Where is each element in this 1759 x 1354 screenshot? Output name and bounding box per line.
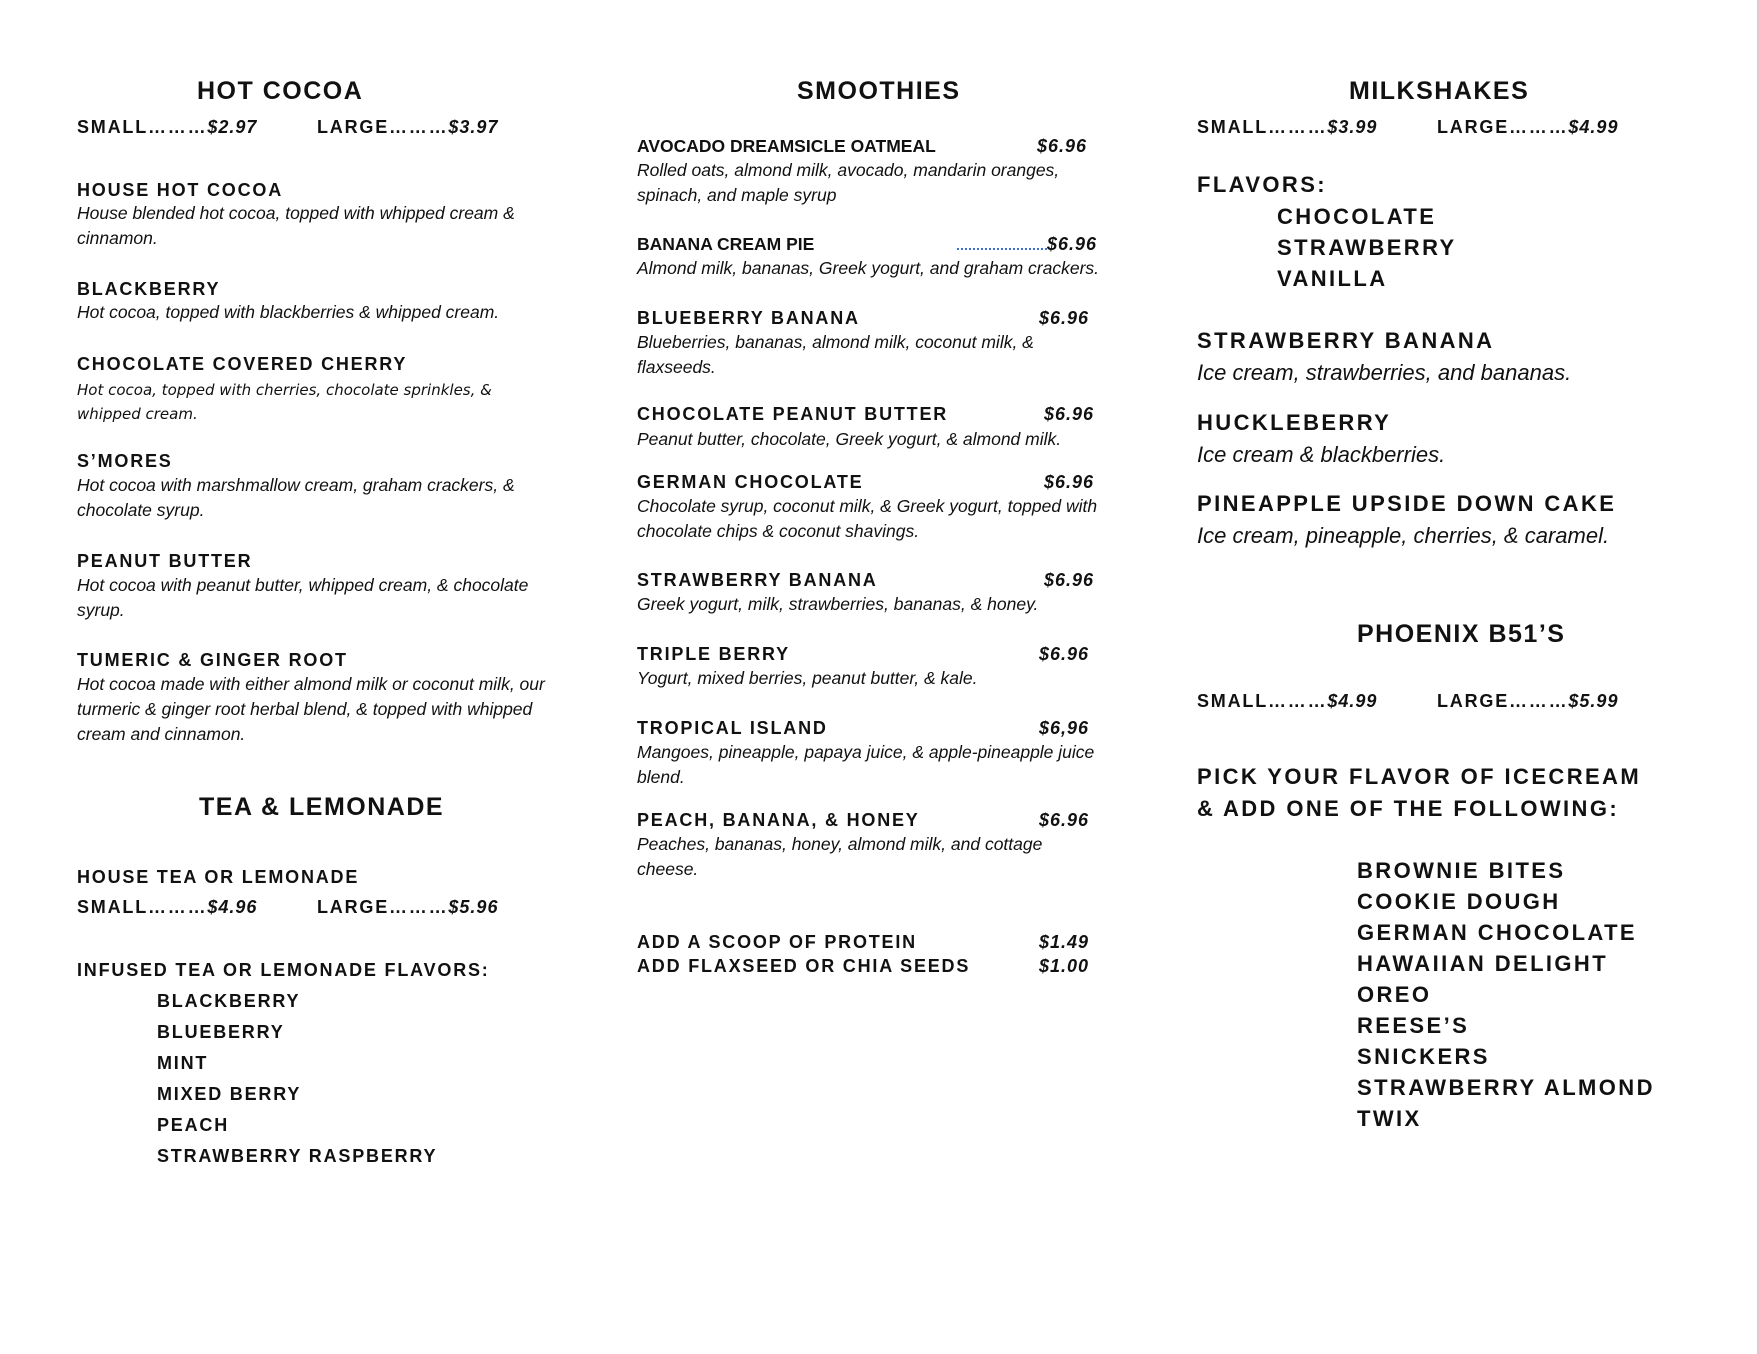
- milkshake-sizes: [1197, 117, 1377, 138]
- flavor-item: MINT: [157, 1053, 209, 1073]
- milkshakes-title: MILKSHAKES: [1349, 77, 1530, 105]
- smoothie-desc: Peanut butter, chocolate, Greek yogurt, & almond milk.: [637, 429, 1062, 449]
- flavor-item: MIXED BERRY: [157, 1084, 302, 1104]
- smoothie-price: $6.96: [1039, 644, 1090, 664]
- small-label: SMALL………: [1197, 691, 1328, 711]
- milkshake-flavors-title: FLAVORS:: [1197, 172, 1328, 197]
- large-label: LARGE………: [317, 117, 449, 137]
- smoothie-price: $6.96: [1044, 404, 1095, 424]
- tea-title: TEA & LEMONADE: [199, 793, 445, 821]
- smoothie-price: $6.96: [1047, 234, 1098, 254]
- smoothie-name: PEACH, BANANA, & HONEY: [637, 810, 920, 830]
- smoothie-price: $6.96: [1037, 136, 1088, 156]
- addin-item: SNICKERS: [1357, 1044, 1490, 1069]
- smoothie-desc: Almond milk, bananas, Greek yogurt, and graham crackers.: [637, 258, 1100, 278]
- large-price: $5.96: [448, 897, 499, 917]
- large-label: LARGE………: [1437, 691, 1569, 711]
- tea-sizes: [77, 897, 257, 918]
- menu-item-name: BLACKBERRY: [77, 279, 221, 299]
- flavor-item: PEACH: [157, 1115, 230, 1135]
- smoothie-price: $6.96: [1044, 472, 1095, 492]
- smoothie-name: BANANA CREAM PIE: [637, 234, 815, 254]
- addin-item: GERMAN CHOCOLATE: [1357, 920, 1637, 945]
- hot-cocoa-sizes: [77, 117, 257, 138]
- large-label: LARGE………: [317, 897, 449, 917]
- addon-name: ADD FLAXSEED OR CHIA SEEDS: [637, 956, 971, 976]
- addin-item: OREO: [1357, 982, 1432, 1007]
- small-label: SMALL………: [1197, 117, 1328, 137]
- menu-item-name: CHOCOLATE COVERED CHERRY: [77, 354, 408, 374]
- large-price: $4.99: [1568, 117, 1619, 137]
- smoothie-name: STRAWBERRY BANANA: [637, 570, 878, 590]
- menu-item-name: S’MORES: [77, 451, 173, 471]
- smoothie-price: $6.96: [1039, 308, 1090, 328]
- smoothie-price: $6.96: [1044, 570, 1095, 590]
- addin-item: REESE’S: [1357, 1013, 1470, 1038]
- milkshake-item-name: STRAWBERRY BANANA: [1197, 328, 1495, 353]
- smoothie-name: TROPICAL ISLAND: [637, 718, 828, 738]
- menu-item-desc: House blended hot cocoa, topped with whipped cream & cinnamon.: [77, 203, 515, 248]
- smoothie-name: BLUEBERRY BANANA: [637, 308, 860, 328]
- smoothie-name: AVOCADO DREAMSICLE OATMEAL: [637, 136, 936, 156]
- menu-item-desc: Hot cocoa made with either almond milk or coconut milk, our turmeric & ginger root herbal blend, & topped with whipped cream and cinnamon.: [77, 674, 545, 744]
- smoothie-price: $6.96: [1039, 810, 1090, 830]
- menu-item-desc: Hot cocoa, topped with cherries, chocolate sprinkles, & whipped cream.: [77, 381, 492, 423]
- flavor-item: BLACKBERRY: [157, 991, 301, 1011]
- menu-item-desc: Hot cocoa with peanut butter, whipped cream, & chocolate syrup.: [77, 575, 529, 620]
- smoothie-desc: Greek yogurt, milk, strawberries, bananas, & honey.: [637, 594, 1039, 614]
- menu-item-name: HOUSE HOT COCOA: [77, 180, 284, 200]
- small-label: SMALL………: [77, 897, 208, 917]
- large-label: LARGE………: [1437, 117, 1569, 137]
- menu-item-name: PEANUT BUTTER: [77, 551, 253, 571]
- large-price: $5.99: [1568, 691, 1619, 711]
- house-tea-label: HOUSE TEA OR LEMONADE: [77, 867, 360, 887]
- small-price: $4.96: [207, 897, 258, 917]
- milkshake-item-name: PINEAPPLE UPSIDE DOWN CAKE: [1197, 491, 1617, 516]
- smoothie-price: $6,96: [1039, 718, 1090, 738]
- addin-item: HAWAIIAN DELIGHT: [1357, 951, 1609, 976]
- milkshake-item-desc: Ice cream & blackberries.: [1197, 442, 1446, 467]
- menu-item-desc: Hot cocoa, topped with blackberries & whipped cream.: [77, 302, 500, 322]
- hot-cocoa-sizes-large: [317, 117, 498, 138]
- smoothie-name: CHOCOLATE PEANUT BUTTER: [637, 404, 949, 424]
- smoothie-desc: Chocolate syrup, coconut milk, & Greek yogurt, topped with chocolate chips & coconut shavings.: [637, 496, 1098, 541]
- smoothie-desc: Rolled oats, almond milk, avocado, mandarin oranges, spinach, and maple syrup: [637, 160, 1060, 205]
- flavor-item: CHOCOLATE: [1277, 204, 1437, 229]
- phoenix-title: PHOENIX B51’S: [1357, 620, 1566, 648]
- flavor-item: STRAWBERRY RASPBERRY: [157, 1146, 438, 1166]
- phoenix-sizes: [1197, 691, 1377, 712]
- small-label: SMALL………: [77, 117, 208, 137]
- small-price: $2.97: [207, 117, 258, 137]
- addin-item: STRAWBERRY ALMOND: [1357, 1075, 1655, 1100]
- smoothie-desc: Yogurt, mixed berries, peanut butter, & kale.: [637, 668, 978, 688]
- addin-item: COOKIE DOUGH: [1357, 889, 1561, 914]
- addon-price: $1.00: [1039, 956, 1090, 976]
- milkshake-item-desc: Ice cream, strawberries, and bananas.: [1197, 360, 1572, 385]
- smoothie-name: TRIPLE BERRY: [637, 644, 790, 664]
- flavor-item: BLUEBERRY: [157, 1022, 285, 1042]
- milkshake-sizes-large: [1437, 117, 1618, 138]
- hot-cocoa-title: HOT COCOA: [197, 77, 364, 105]
- addin-item: BROWNIE BITES: [1357, 858, 1566, 883]
- pick-flavor-line: & ADD ONE OF THE FOLLOWING:: [1197, 796, 1620, 821]
- smoothies-title: SMOOTHIES: [797, 77, 961, 105]
- addon-name: ADD A SCOOP OF PROTEIN: [637, 932, 917, 952]
- small-price: $3.99: [1327, 117, 1378, 137]
- tea-flavors-title: INFUSED TEA OR LEMONADE FLAVORS:: [77, 960, 490, 980]
- smoothie-desc: Peaches, bananas, honey, almond milk, and cottage cheese.: [637, 834, 1043, 879]
- flavor-item: VANILLA: [1277, 266, 1388, 291]
- large-price: $3.97: [448, 117, 499, 137]
- phoenix-sizes-large: [1437, 691, 1618, 712]
- milkshake-item-desc: Ice cream, pineapple, cherries, & caramel.: [1197, 523, 1610, 548]
- addon-price: $1.49: [1039, 932, 1090, 952]
- milkshake-item-name: HUCKLEBERRY: [1197, 410, 1392, 435]
- smoothie-desc: Blueberries, bananas, almond milk, coconut milk, & flaxseeds.: [637, 332, 1034, 377]
- spellcheck-underline: [957, 242, 1047, 250]
- smoothie-name: GERMAN CHOCOLATE: [637, 472, 864, 492]
- addin-item: TWIX: [1357, 1106, 1422, 1131]
- small-price: $4.99: [1327, 691, 1378, 711]
- menu-item-desc: Hot cocoa with marshmallow cream, graham crackers, & chocolate syrup.: [77, 475, 515, 520]
- flavor-item: STRAWBERRY: [1277, 235, 1457, 260]
- menu-item-name: TUMERIC & GINGER ROOT: [77, 650, 348, 670]
- tea-sizes-large: [317, 897, 498, 918]
- pick-flavor-line: PICK YOUR FLAVOR OF ICECREAM: [1197, 764, 1642, 789]
- smoothie-desc: Mangoes, pineapple, papaya juice, & apple-pineapple juice blend.: [637, 742, 1095, 787]
